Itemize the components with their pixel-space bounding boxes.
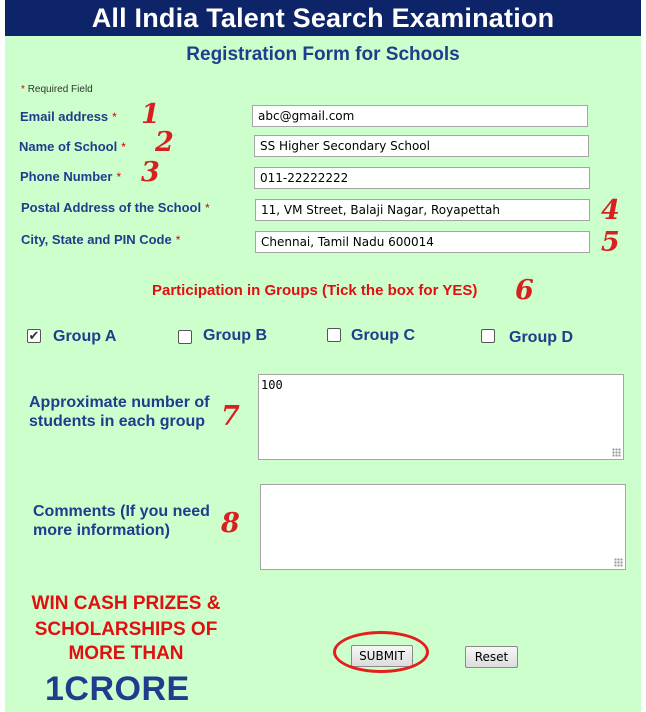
annotation-number-1: 1 bbox=[141, 99, 160, 130]
group-d-label: Group D bbox=[509, 329, 573, 346]
postal-address-label: Postal Address of the School * bbox=[21, 200, 210, 215]
comments-textarea[interactable] bbox=[260, 484, 626, 570]
required-field-note bbox=[21, 84, 93, 95]
annotation-number-7: 7 bbox=[221, 401, 240, 432]
city-state-pin-input[interactable] bbox=[255, 231, 590, 253]
required-star: * bbox=[121, 140, 126, 154]
required-star: * bbox=[112, 110, 117, 124]
page-header: All India Talent Search Examination bbox=[5, 0, 641, 36]
group-a-checkbox[interactable]: ✔ bbox=[28, 328, 40, 343]
registration-panel bbox=[5, 36, 641, 712]
annotation-number-8: 8 bbox=[221, 508, 240, 539]
annotation-number-6: 6 bbox=[515, 275, 534, 306]
group-b-checkbox[interactable] bbox=[178, 330, 192, 344]
required-marker: * bbox=[21, 84, 25, 95]
required-star: * bbox=[116, 170, 122, 184]
group-b-label: Group B bbox=[203, 327, 267, 344]
promo-line-1: WIN CASH PRIZES & bbox=[31, 593, 221, 614]
group-d-checkbox[interactable] bbox=[481, 329, 495, 343]
reset-button[interactable]: Reset bbox=[465, 646, 518, 668]
resize-grip-icon[interactable] bbox=[612, 448, 621, 457]
email-label: Email address * bbox=[20, 109, 117, 124]
promo-line-3: MORE THAN bbox=[68, 643, 184, 664]
required-note-text: Required Field bbox=[27, 84, 93, 95]
required-star: * bbox=[205, 201, 210, 215]
annotation-number-2: 2 bbox=[155, 127, 174, 158]
form-subtitle: Registration Form for Schools bbox=[186, 44, 460, 65]
comments-label: Comments (If you need more information) bbox=[33, 503, 210, 539]
promo-amount: 1CRORE bbox=[45, 670, 190, 708]
submit-highlight-circle bbox=[333, 631, 429, 673]
group-c-checkbox[interactable] bbox=[327, 328, 341, 342]
group-c-label: Group C bbox=[351, 327, 415, 344]
phone-input[interactable] bbox=[254, 167, 590, 189]
email-input[interactable] bbox=[252, 105, 588, 127]
students-count-textarea[interactable] bbox=[258, 374, 624, 460]
group-a-label: Group A bbox=[53, 328, 117, 345]
city-state-pin-label: City, State and PIN Code * bbox=[21, 232, 181, 247]
annotation-number-5: 5 bbox=[601, 227, 620, 258]
annotation-number-4: 4 bbox=[601, 195, 620, 226]
phone-label: Phone Number * bbox=[20, 169, 122, 184]
groups-section-title: Participation in Groups (Tick the box for YES) bbox=[152, 282, 478, 299]
annotation-number-3: 3 bbox=[141, 157, 160, 188]
school-name-label: Name of School * bbox=[19, 139, 126, 154]
submit-button[interactable]: SUBMIT bbox=[351, 645, 413, 667]
school-name-input[interactable] bbox=[254, 135, 589, 157]
promo-line-2: SCHOLARSHIPS OF bbox=[34, 619, 218, 640]
required-star: * bbox=[175, 233, 181, 247]
postal-address-input[interactable] bbox=[255, 199, 590, 221]
resize-grip-icon[interactable] bbox=[614, 558, 623, 567]
students-count-label: Approximate number of students in each group bbox=[29, 394, 210, 430]
